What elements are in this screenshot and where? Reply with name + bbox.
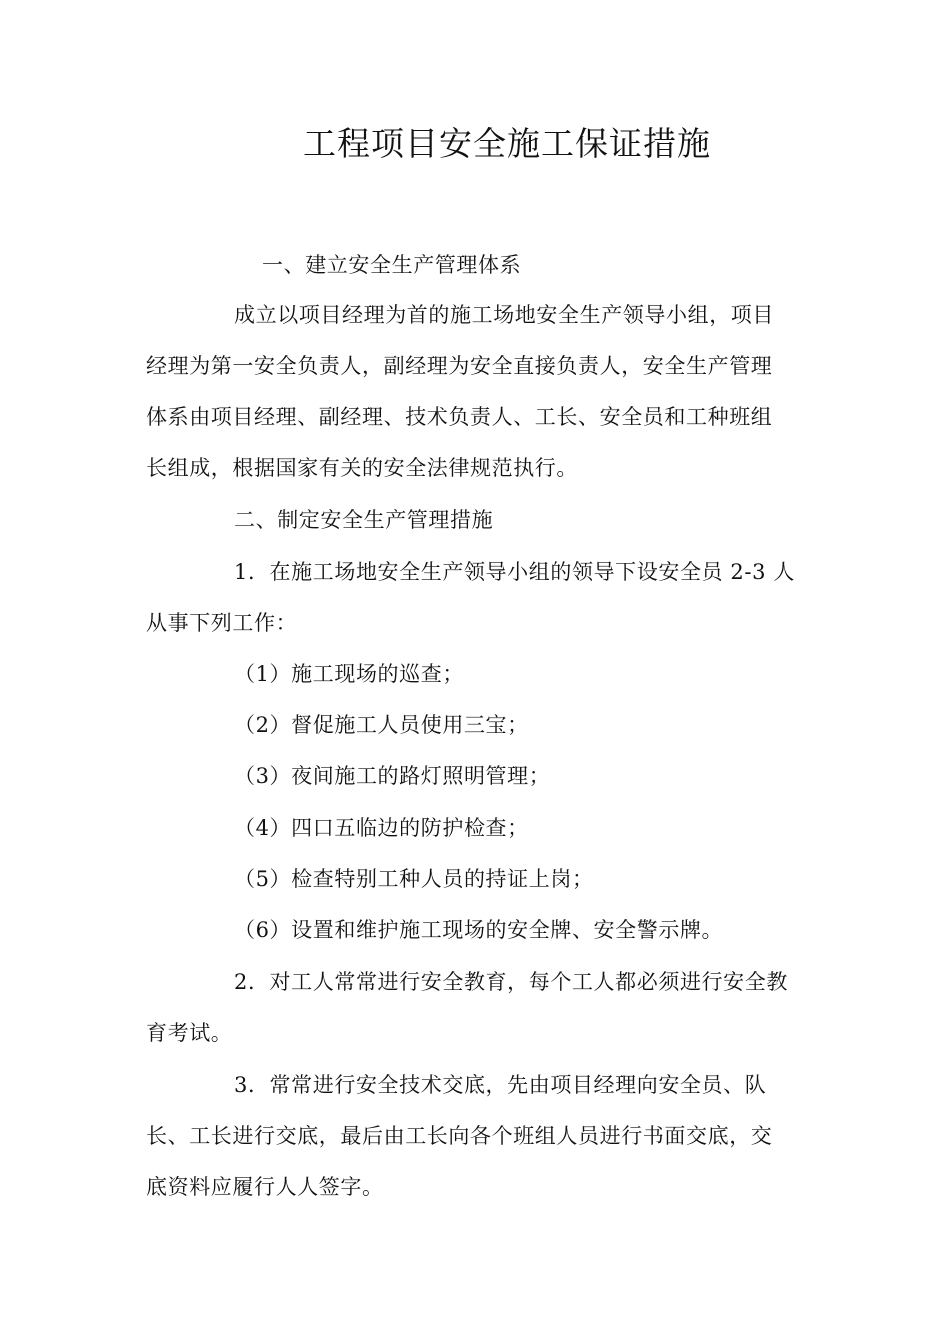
sub-list-item: （5）检查特别工种人员的持证上岗；	[234, 867, 594, 891]
paragraph-line: 成立以项目经理为首的施工场地安全生产领导小组，项目	[234, 303, 774, 327]
paragraph-line: 经理为第一安全负责人，副经理为安全直接负责人，安全生产管理	[146, 354, 773, 378]
list-item-line: 3．常常进行安全技术交底，先由项目经理向安全员、队	[234, 1073, 767, 1097]
list-item-line: 1．在施工场地安全生产领导小组的领导下设安全员 2-3 人	[234, 560, 795, 584]
document-title: 工程项目安全施工保证措施	[303, 124, 711, 163]
list-item-line: 底资料应履行人人签字。	[146, 1175, 384, 1199]
paragraph-line: 长组成，根据国家有关的安全法律规范执行。	[146, 456, 578, 480]
list-item-line: 从事下列工作：	[146, 611, 298, 635]
sub-list-item: （2）督促施工人员使用三宝；	[234, 713, 529, 737]
list-item-line: 长、工长进行交底，最后由工长向各个班组人员进行书面交底，交	[146, 1124, 773, 1148]
paragraph-line: 体系由项目经理、副经理、技术负责人、工长、安全员和工种班组	[146, 405, 773, 429]
sub-list-item: （3）夜间施工的路灯照明管理；	[234, 764, 551, 788]
section-heading-1: 一、建立安全生产管理体系	[262, 253, 522, 277]
list-item-line: 2．对工人常常进行安全教育，每个工人都必须进行安全教	[234, 970, 788, 994]
sub-list-item: （6）设置和维护施工现场的安全牌、安全警示牌。	[234, 918, 724, 942]
section-heading-2: 二、制定安全生产管理措施	[234, 508, 494, 532]
list-item-line: 育考试。	[146, 1021, 233, 1045]
sub-list-item: （1）施工现场的巡查；	[234, 662, 464, 686]
sub-list-item: （4）四口五临边的防护检查；	[234, 816, 529, 840]
